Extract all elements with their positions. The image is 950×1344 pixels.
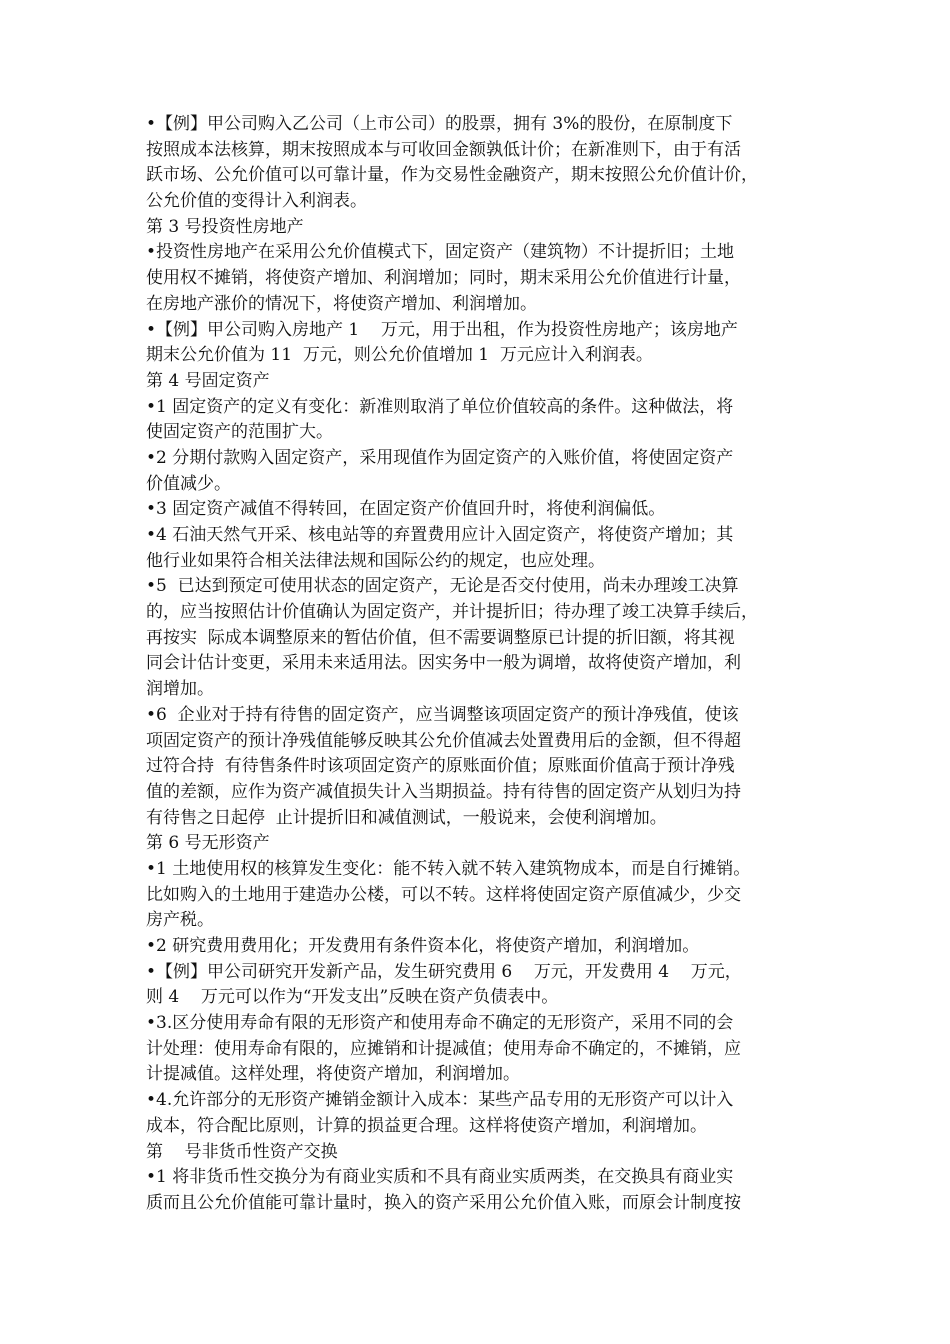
text-line: 再按实 际成本调整原来的暂估价值，但不需要调整原已计提的折旧额，将其视 — [146, 627, 735, 648]
text-line: •【例】甲公司研究开发新产品，发生研究费用 6 万元，开发费用 4 万元， — [146, 961, 742, 982]
text-line: 成本，符合配比原则，计算的损益更合理。这样将使资产增加，利润增加。 — [146, 1115, 707, 1136]
text-line: 房产税。 — [146, 910, 214, 931]
text-line: •5 已达到预定可使用状态的固定资产，无论是否交付使用，尚未办理竣工决算 — [146, 576, 739, 597]
text-line: 第 3 号投资性房地产 — [146, 216, 304, 237]
text-line: •3.区分使用寿命有限的无形资产和使用寿命不确定的无形资产，采用不同的会 — [146, 1013, 734, 1034]
text-line: 计处理：使用寿命有限的，应摊销和计提减值；使用寿命不确定的，不摊销，应 — [146, 1038, 741, 1059]
text-line: 质而且公允价值能可靠计量时，换入的资产采用公允价值入账，而原会计制度按 — [146, 1192, 741, 1213]
text-line: •1 将非货币性交换分为有商业实质和不具有商业实质两类，在交换具有商业实 — [146, 1167, 734, 1188]
text-line: 第 6 号无形资产 — [146, 833, 270, 854]
text-line: 第 4 号固定资产 — [146, 370, 270, 391]
text-line: 则 4 万元可以作为“开发支出”反映在资产负债表中。 — [146, 987, 559, 1008]
text-line: 期末公允价值为 11 万元，则公允价值增加 1 万元应计入利润表。 — [146, 345, 653, 366]
text-line: 计提减值。这样处理，将使资产增加，利润增加。 — [146, 1064, 520, 1085]
text-line: •4 石油天然气开采、核电站等的弃置费用应计入固定资产，将使资产增加；其 — [146, 525, 734, 545]
text-line: •6 企业对于持有待售的固定资产，应当调整该项固定资产的预计净残值，使该 — [146, 704, 739, 725]
text-line: 项固定资产的预计净残值能够反映其公允价值减去处置费用后的金额，但不得超 — [146, 730, 741, 751]
text-line: •2 分期付款购入固定资产，采用现值作为固定资产的入账价值，将使固定资产 — [146, 447, 734, 468]
text-line: 同会计估计变更，采用未来适用法。因实务中一般为调增，故将使资产增加，利 — [146, 653, 741, 674]
text-line: •1 固定资产的定义有变化：新准则取消了单位价值较高的条件。这种做法，将 — [146, 396, 734, 417]
text-line: 有待售之日起停 止计提折旧和减值测试，一般说来，会使利润增加。 — [146, 807, 667, 828]
text-line: 值的差额，应作为资产减值损失计入当期损益。持有待售的固定资产从划归为持 — [146, 781, 741, 802]
text-line: 过符合持 有待售条件时该项固定资产的原账面价值；原账面价值高于预计净残 — [146, 756, 735, 777]
text-line: 在房地产涨价的情况下，将使资产增加、利润增加。 — [146, 293, 537, 314]
text-line: 第 号非货币性资产交换 — [146, 1141, 338, 1162]
text-line: 使固定资产的范围扩大。 — [146, 422, 333, 443]
text-line: •【例】甲公司购入房地产 1 万元，用于出租，作为投资性房地产；该房地产 — [146, 319, 738, 340]
text-line: 的，应当按照估计价值确认为固定资产，并计提折旧；待办理了竣工决算手续后， — [146, 602, 758, 623]
text-line: 使用权不摊销，将使资产增加、利润增加；同时，期末采用公允价值进行计量， — [146, 268, 741, 289]
text-line: 跃市场、公允价值可以可靠计量，作为交易性金融资产，期末按照公允价值计价， — [146, 165, 758, 186]
text-line: 按照成本法核算，期末按照成本与可收回金额孰低计价；在新准则下，由于有活 — [146, 139, 741, 160]
text-line: •投资性房地产在采用公允价值模式下，固定资产（建筑物）不计提折旧；土地 — [146, 242, 735, 263]
text-line: 他行业如果符合相关法律法规和国际公约的规定，也应处理。 — [146, 550, 605, 571]
text-line: •【例】甲公司购入乙公司（上市公司）的股票，拥有 3%的股份，在原制度下 — [146, 114, 733, 134]
text-line: •2 研究费用费用化；开发费用有条件资本化，将使资产增加，利润增加。 — [146, 936, 700, 956]
text-line: 价值减少。 — [146, 473, 231, 494]
text-line: 润增加。 — [146, 679, 214, 700]
text-line: 公允价值的变得计入利润表。 — [146, 191, 367, 212]
document-body — [146, 112, 816, 1217]
text-line: •3 固定资产减值不得转回，在固定资产价值回升时，将使利润偏低。 — [146, 499, 666, 520]
text-line: •4.允许部分的无形资产摊销金额计入成本：某些产品专用的无形资产可以计入 — [146, 1090, 734, 1111]
text-line: 比如购入的土地用于建造办公楼，可以不转。这样将使固定资产原值减少，少交 — [146, 884, 741, 905]
text-line: •1 土地使用权的核算发生变化：能不转入就不转入建筑物成本，而是自行摊销。 — [146, 858, 751, 879]
